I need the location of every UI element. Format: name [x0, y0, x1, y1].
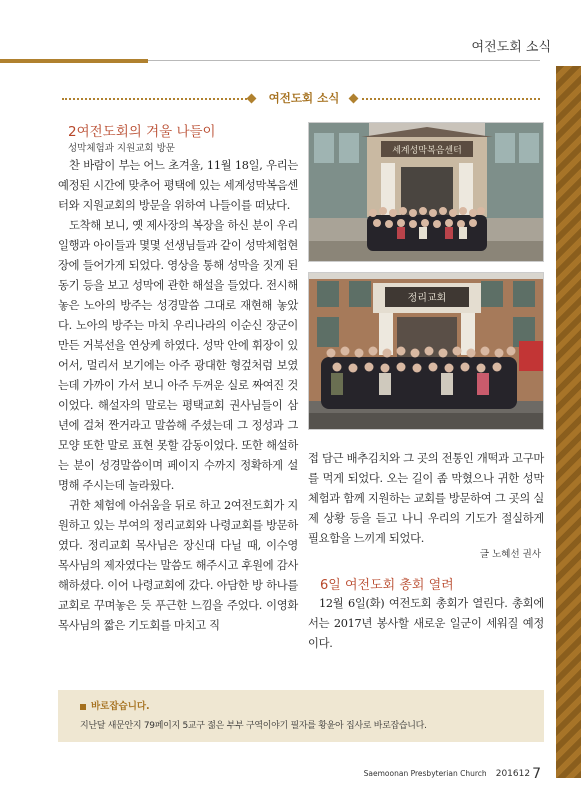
article-paragraph: 도착해 보니, 옛 제사장의 복장을 하신 분이 우리 일행과 아이들과 몇몇 선생님들과 같이 성막체험현장에 들어가게 되었다. 영상을 통해 성막을 짓게 된 동기 등을 보고 성막에 관한 해설을 들었다. 전시해놓은 노아의 방주는 성경말씀 그대로 재현해 놓았다. 노아의 방주는 마치 우리나라의 이순신 장군이 만든 거북선을 연상케 하였다. 성막 안에 휘장이 있어서, 멀리서 보기에는 아주 광대한 형겊처럼 보였는데 가까이 가서 보니 아주 두꺼운 실로 짜여진 것이었다. 해설자의 말로는 평택교회 권사님들이 삼년에 걸쳐 짠거라고 말씀해 주셨는데 그 정성과 그 모양 또한 말로 표현 못할 감동이었다. 또한 해설하는 분이 성경말씀이며 페이지 수까지 정확하게 설명해 주시는데 놀라웠다. — [58, 219, 298, 492]
section-label — [62, 92, 540, 106]
section-label-text: 여전도회 소식 — [268, 91, 340, 105]
header-accent-bar — [0, 59, 148, 63]
diamond-icon — [247, 94, 257, 104]
article-paragraph: 귀한 체험에 아쉬움을 뒤로 하고 2여전도회가 지원하고 있는 부여의 정리교회와 나령교회를 방문하였다. 정리교회 목사님은 장신대 다닐 때, 이수영 목사님의 제자였다는 말씀도 해주시고 후원에 감사해하셨다. 이어 나령교회에 갔다. 아담한 방 하나를 교회로 꾸며놓은 듯 푸근한 느낌을 주었다. 이영화 목사님의 짧은 기도회를 마치고 직 — [58, 499, 298, 632]
notice-body: 지난달 새문안지 79페이지 5교구 젊은 부부 구역이야기 필자를 황윤아 집사로 바로잡습니다. — [80, 721, 427, 731]
article2-title: 6일 여전도회 총회 열려 — [320, 578, 454, 593]
notice-title-text: 바로잡습니다. — [91, 701, 150, 712]
article-column-right — [308, 449, 544, 549]
article-subtitle: 성막체험과 지원교회 방문 — [68, 143, 175, 154]
article2-body — [308, 594, 544, 654]
article2-paragraph: 12월 6일(화) 여전도회 총회가 열린다. 총회에서는 2017년 봉사할 새로운 일군이 세워질 예정이다. — [308, 597, 544, 650]
page-footer — [364, 763, 541, 782]
footer-church-name: Saemoonan Presbyterian Church — [363, 769, 487, 778]
correction-notice — [58, 690, 544, 742]
church-sign-text: 정리교회 — [407, 293, 447, 304]
article-title: 2여전도회의 겨울 나들이 — [68, 124, 216, 140]
article-paragraph-continued: 접 담근 배추김치와 그 곳의 전통인 개떡과 고구마를 먹게 되었다. 오는 길이 좀 막혔으나 귀한 성막체험과 함께 지원하는 교회를 방문하여 그 곳의 실제 상황 등을 듣고 나니 우리의 기도가 절실하게 필요함을 느끼게 되었다. — [308, 452, 544, 545]
page-header-title: 여전도회 소식 — [471, 40, 551, 55]
section-dotted-rule-left — [62, 98, 250, 100]
article-byline: 글 노혜선 권사 — [479, 549, 541, 560]
building-sign-text: 세계성막복음센터 — [392, 146, 462, 156]
photo-church-group — [308, 272, 544, 430]
decorative-side-strip — [556, 66, 581, 778]
page-number: 7 — [532, 765, 541, 782]
footer-issue: 201612 — [495, 768, 531, 779]
section-dotted-rule-right — [362, 98, 540, 100]
square-bullet-icon — [80, 704, 86, 710]
photo-center-group — [308, 122, 544, 262]
notice-title — [80, 698, 150, 712]
article-column-left — [58, 156, 298, 636]
article-paragraph: 찬 바람이 부는 어느 초겨울, 11월 18일, 우리는 예정된 시간에 맞추어 평택에 있는 세계성막복음센터와 지원교회의 방문을 위하여 나들이를 떠났다. — [58, 159, 298, 212]
diamond-icon — [349, 94, 359, 104]
